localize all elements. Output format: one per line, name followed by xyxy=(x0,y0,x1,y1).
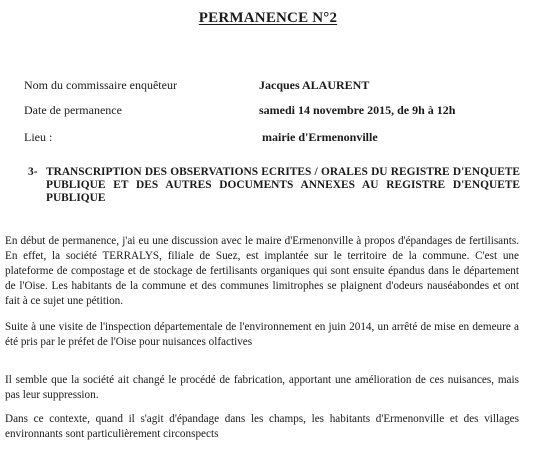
info-row-date xyxy=(0,103,536,121)
paragraph-inspection: Suite à une visite de l'inspection départementale de l'environnement en juin 2014, un arrêté de mise en demeure a été pris par le préfet de l'Oise pour nuisances olfactives xyxy=(5,321,519,348)
section-heading xyxy=(28,166,520,205)
info-value-commissioner: Jacques ALAURENT xyxy=(259,78,370,92)
info-row-commissioner xyxy=(0,78,536,96)
page-title xyxy=(0,10,536,27)
section-number: 3- xyxy=(28,166,38,178)
paragraph-context: Dans ce contexte, quand il s'agit d'épandage dans les champs, les habitants d'Ermenonville et des villages environnants sont particulièrement circonspects xyxy=(5,413,519,440)
info-row-location xyxy=(0,130,536,148)
section-heading-text: TRANSCRIPTION DES OBSERVATIONS ECRITES / ORALES DU REGISTRE D'ENQUETE PUBLIQUE ET DES AUTRES DOCUMENTS ANNEXES AU REGISTRE D'ENQUETE PUBLIQUE xyxy=(46,166,520,204)
info-value-location: mairie d'Ermenonville xyxy=(262,130,378,144)
info-label-commissioner: Nom du commissaire enquêteur xyxy=(24,78,177,92)
info-value-date: samedi 14 novembre 2015, de 9h à 12h xyxy=(259,103,456,117)
paragraph-discussion: En début de permanence, j'ai eu une discussion avec le maire d'Ermenonville à propos d'épandages de fertilisants. En effet, la société TERRALYS, filiale de Suez, est implantée sur le territoire de la commune. C'est une plateforme de compostage et de stockage de fertilisants organiques qui sont ensuite épandus dans le département de l'Oise. Les habitants de la commune et des communes limitrophes se plaignent d'odeurs nauséabondes et ont fait à ce sujet une pétition. xyxy=(5,235,519,307)
info-label-location: Lieu : xyxy=(24,130,53,144)
paragraph-process-change: Il semble que la société ait changé le procédé de fabrication, apportant une amélioration de ces nuisances, mais pas leur suppression. xyxy=(5,374,519,401)
info-label-date: Date de permanence xyxy=(24,103,122,117)
page-title-text: PERMANENCE N°2 xyxy=(198,10,338,26)
